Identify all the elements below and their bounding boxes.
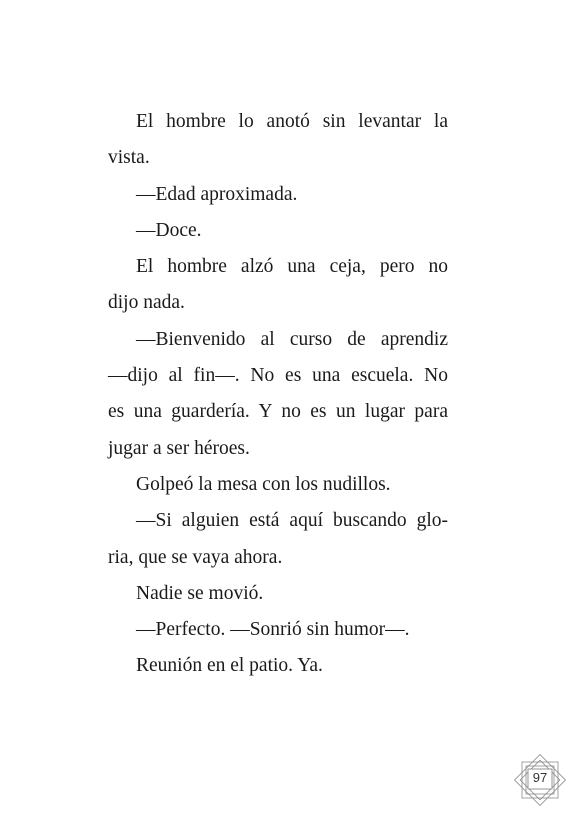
text-line: Reunión en el patio. Ya.	[136, 655, 323, 677]
text-line: El hombre alzó una ceja, pero no	[136, 256, 448, 278]
page-body	[108, 104, 448, 685]
text-line: ria, que se vaya ahora.	[108, 546, 283, 568]
text-line: dijo nada.	[108, 292, 185, 314]
text-line: —Doce.	[136, 219, 202, 241]
text-line: —dijo al fin—. No es una escuela. No	[108, 365, 448, 387]
text-line: —Si alguien está aquí buscando glo-	[136, 510, 448, 532]
text-line: jugar a ser héroes.	[108, 437, 250, 459]
page-number: 97	[532, 770, 548, 785]
text-line: vista.	[108, 147, 150, 169]
text-line: —Perfecto. —Sonrió sin humor—.	[136, 619, 410, 641]
text-line: es una guardería. Y no es un lugar para	[108, 401, 448, 423]
text-line: El hombre lo anotó sin levantar la	[136, 111, 448, 132]
text-line: —Edad aproximada.	[136, 183, 298, 205]
text-line: Nadie se movió.	[136, 582, 264, 604]
page-number-ornament	[510, 750, 570, 810]
text-line: Golpeó la mesa con los nudillos.	[136, 473, 391, 495]
text-line: —Bienvenido al curso de aprendiz	[136, 328, 448, 350]
